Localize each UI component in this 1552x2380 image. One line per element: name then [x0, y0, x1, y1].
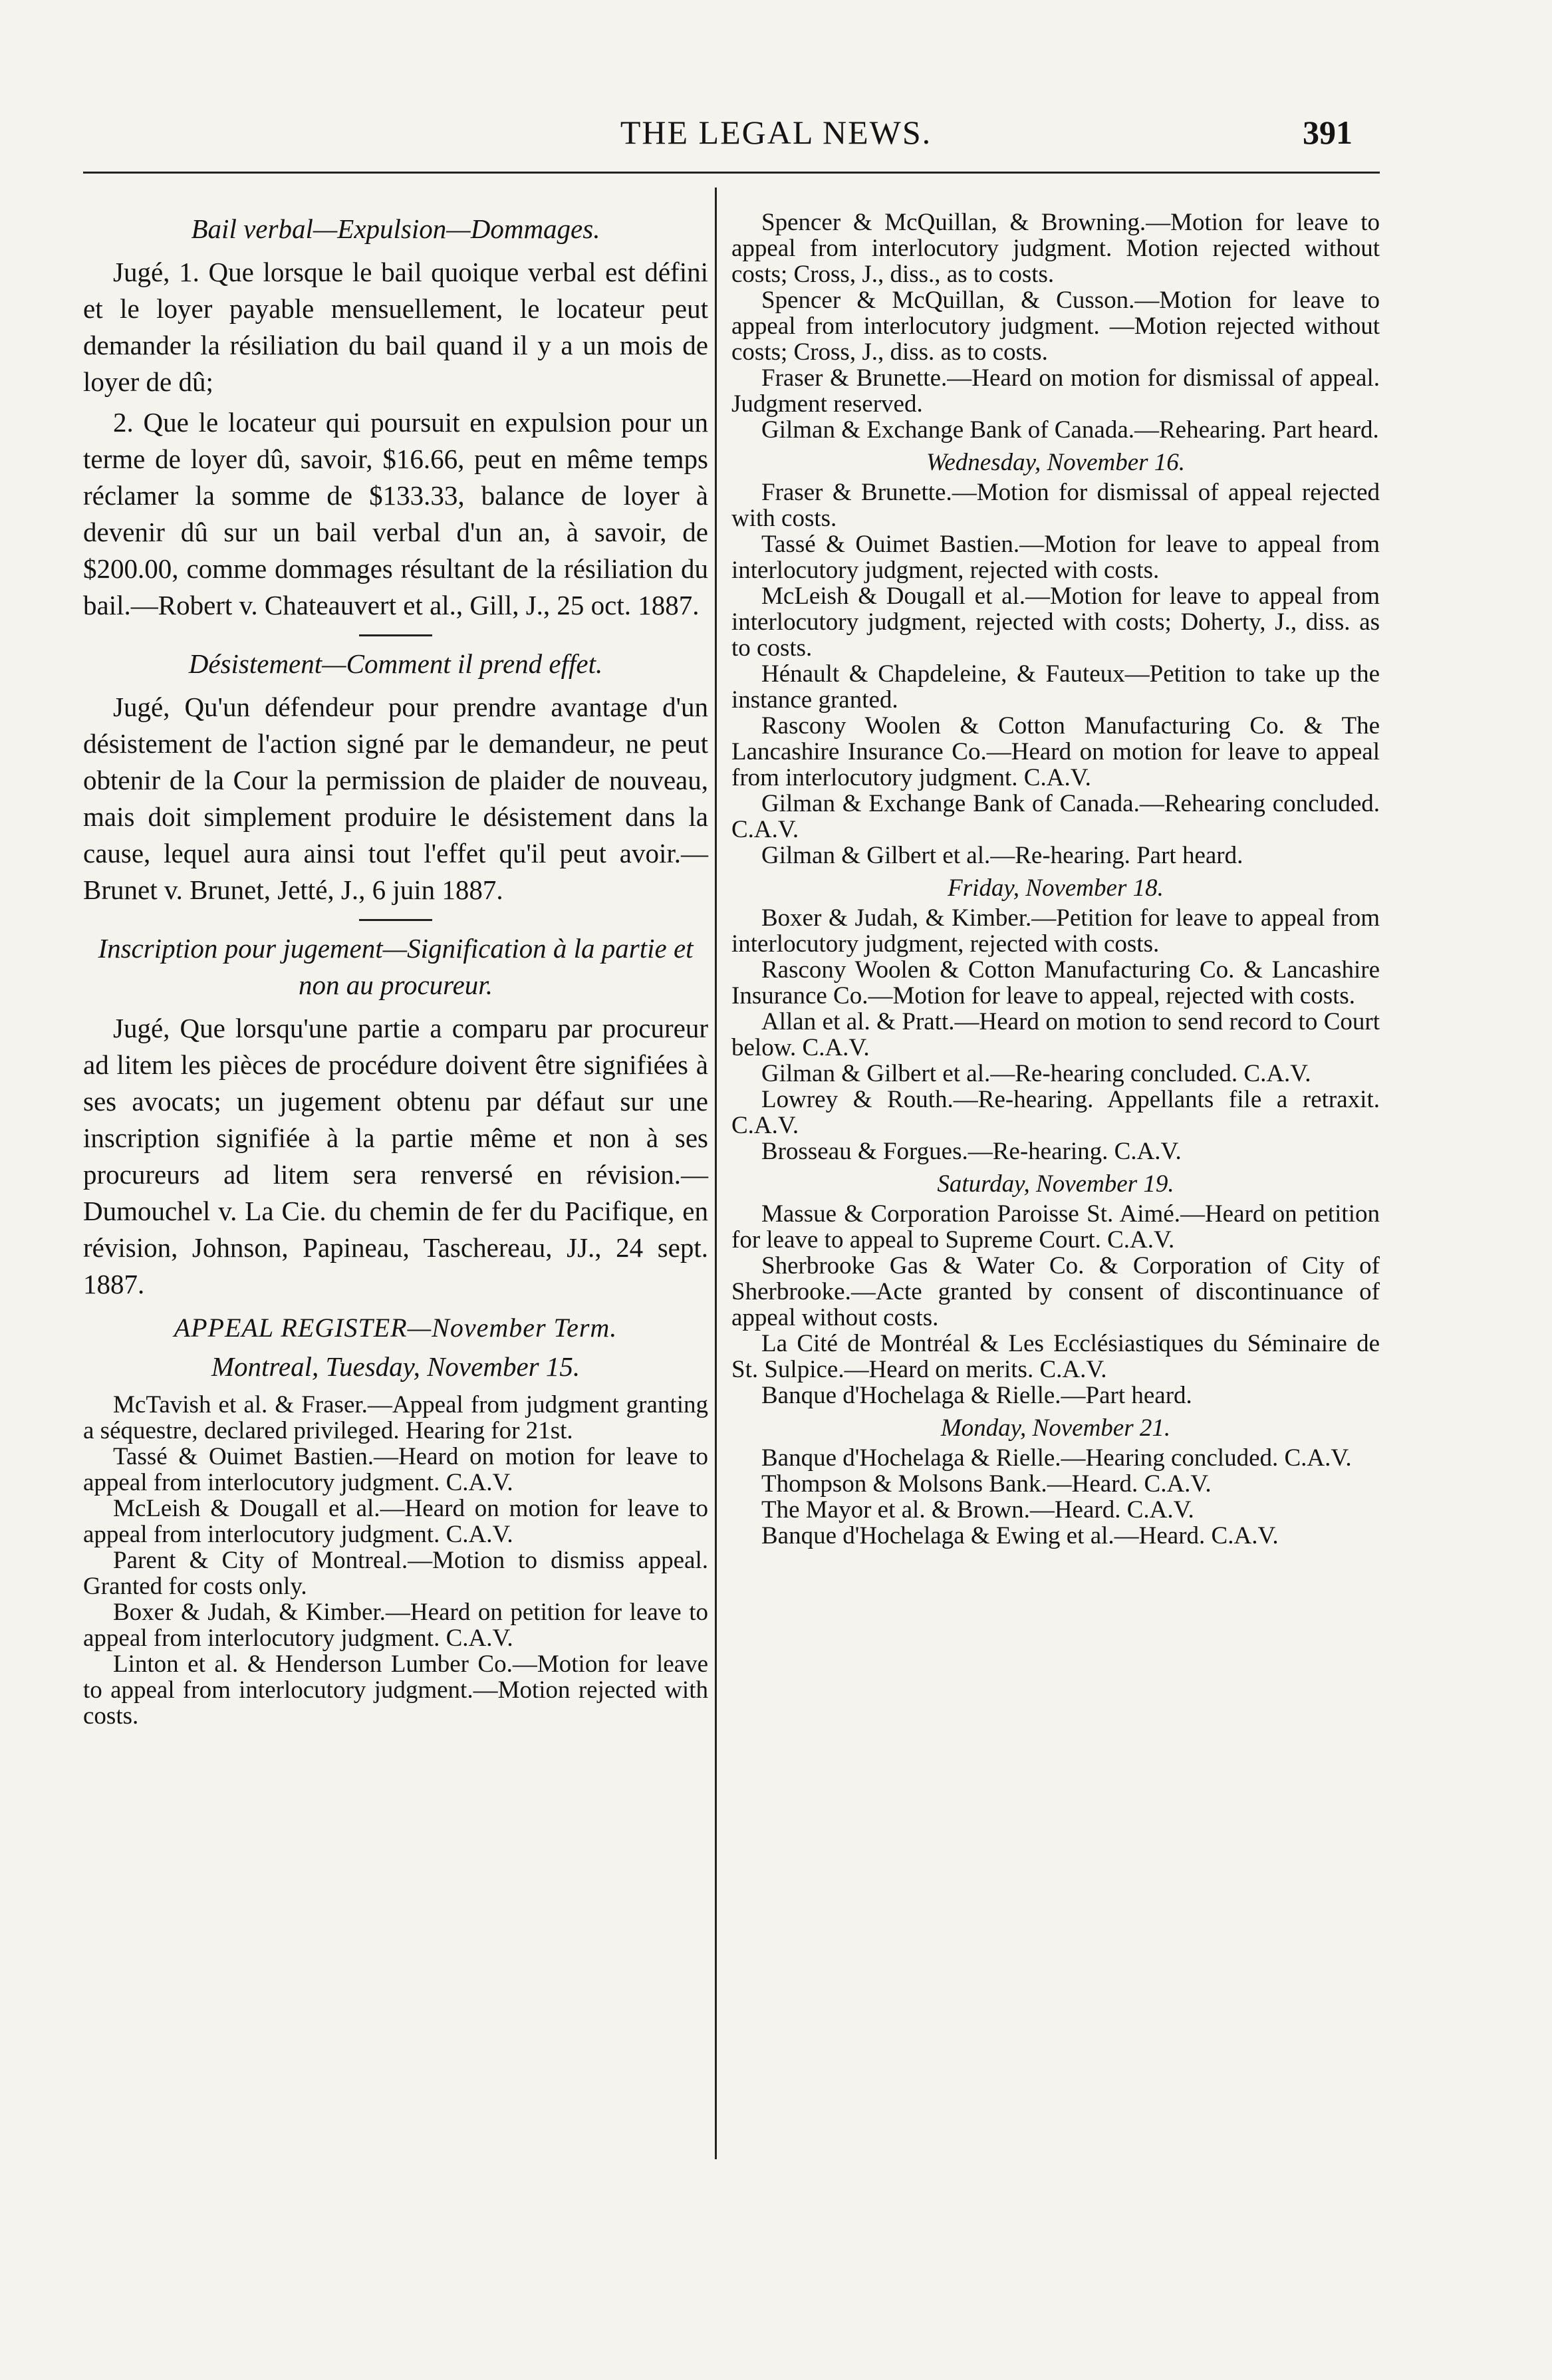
paragraph: Jugé, Qu'un défendeur pour prendre avantage d'un désistement de l'action signé par le demandeur, ne peut obtenir de la Cour la permission de plaider de nouveau, mais doit simplement produire le désistement dans la cause, lequel aura ainsi tout l'effet qu'il peut avoir.—Brunet v. Brunet, Jetté, J., 6 juin 1887. — [83, 692, 708, 905]
register-entry: Allan et al. & Pratt.—Heard on motion to send record to Court below. C.A.V. — [731, 1008, 1380, 1061]
section-heading-inscription: Inscription pour jugement—Signification à la partie et non au procureur. — [98, 933, 694, 1000]
register-entry: Fraser & Brunette.—Heard on motion for dismissal of appeal. Judgment reserved. — [731, 364, 1380, 418]
date-heading: Monday, November 21. — [940, 1414, 1171, 1442]
register-entry: Banque d'Hochelaga & Rielle.—Hearing concluded. C.A.V. — [761, 1444, 1352, 1472]
register-entry: McTavish et al. & Fraser.—Appeal from judgment granting a séquestre, declared privileged. Hearing for 21st. — [83, 1391, 708, 1444]
register-entry: Lowrey & Routh.—Re-hearing. Appellants file a retraxit. C.A.V. — [731, 1086, 1380, 1139]
section-rule — [359, 919, 432, 921]
register-entry: Sherbrooke Gas & Water Co. & Corporation of City of Sherbrooke.—Acte granted by consent of discontinuance of appeal without costs. — [731, 1252, 1380, 1331]
register-entry: McLeish & Dougall et al.—Heard on motion for leave to appeal from interlocutory judgment. C.A.V. — [83, 1495, 708, 1548]
page-header — [0, 110, 1552, 156]
register-entry: Tassé & Ouimet Bastien.—Motion for leave to appeal from interlocutory judgment, rejected with costs. — [731, 531, 1380, 584]
section-heading-desistement: Désistement—Comment il prend effet. — [188, 648, 603, 679]
date-heading: Wednesday, November 16. — [926, 449, 1186, 476]
appeal-register-title: APPEAL REGISTER—November Term. — [174, 1313, 618, 1343]
register-entry: Gilman & Gilbert et al.—Re-hearing. Part heard. — [761, 842, 1243, 869]
register-entry: Rascony Woolen & Cotton Manufacturing Co. & The Lancashire Insurance Co.—Heard on motion for leave to appeal from interlocutory judgment. C.A.V. — [731, 712, 1380, 791]
register-entry: Rascony Woolen & Cotton Manufacturing Co. & Lancashire Insurance Co.—Motion for leave to appeal, rejected with costs. — [731, 956, 1380, 1009]
register-entry: La Cité de Montréal & Les Ecclésiastiques du Séminaire de St. Sulpice.—Heard on merits. C.A.V. — [731, 1330, 1380, 1383]
header-rule — [83, 172, 1380, 174]
register-entry: Boxer & Judah, & Kimber.—Petition for leave to appeal from interlocutory judgment, rejected with costs. — [731, 904, 1380, 958]
register-entry: Brosseau & Forgues.—Re-hearing. C.A.V. — [761, 1138, 1182, 1165]
register-entry: Linton et al. & Henderson Lumber Co.—Motion for leave to appeal from interlocutory judgment.—Motion rejected with costs. — [83, 1651, 708, 1730]
paragraph: 2. Que le locateur qui poursuit en expulsion pour un terme de loyer dû, savoir, $16.66, peut en même temps réclamer la somme de $133.33, balance de loyer à devenir dû sur un bail verbal d'un an, à savoir, de $200.00, comme dommages résultant de la résiliation du bail.—Robert v. Chateauvert et al., Gill, J., 25 oct. 1887. — [83, 407, 708, 620]
register-entry: Boxer & Judah, & Kimber.—Heard on petition for leave to appeal from interlocutory judgment. C.A.V. — [83, 1599, 708, 1652]
date-heading: Montreal, Tuesday, November 15. — [211, 1351, 581, 1382]
section-heading-bail: Bail verbal—Expulsion—Dommages. — [191, 213, 600, 244]
register-entry: Tassé & Ouimet Bastien.—Heard on motion for leave to appeal from interlocutory judgment. C.A.V. — [83, 1443, 708, 1496]
register-entry: Spencer & McQuillan, & Browning.—Motion for leave to appeal from interlocutory judgment. Motion rejected without costs; Cross, J., diss., as to costs. — [731, 209, 1380, 288]
register-entry: Thompson & Molsons Bank.—Heard. C.A.V. — [761, 1470, 1212, 1498]
page-number: 391 — [1303, 114, 1353, 151]
register-entry: Hénault & Chapdeleine, & Fauteux—Petition to take up the instance granted. — [731, 660, 1380, 714]
register-entry: Spencer & McQuillan, & Cusson.—Motion for leave to appeal from interlocutory judgment. —Motion rejected without costs; Cross, J., diss. as to costs. — [731, 287, 1380, 366]
register-entry: Gilman & Exchange Bank of Canada.—Rehearing concluded. C.A.V. — [731, 790, 1380, 843]
register-entry: Banque d'Hochelaga & Ewing et al.—Heard. C.A.V. — [761, 1522, 1279, 1549]
date-heading: Friday, November 18. — [948, 874, 1164, 902]
column-divider — [715, 188, 717, 2159]
register-entry: Massue & Corporation Paroisse St. Aimé.—Heard on petition for leave to appeal to Supreme Court. C.A.V. — [731, 1200, 1380, 1254]
register-entry: Gilman & Exchange Bank of Canada.—Rehearing. Part heard. — [761, 416, 1379, 444]
register-entry: Fraser & Brunette.—Motion for dismissal of appeal rejected with costs. — [731, 479, 1380, 532]
section-rule — [359, 634, 432, 636]
date-heading: Saturday, November 19. — [937, 1170, 1174, 1198]
journal-title: THE LEGAL NEWS. — [620, 114, 932, 151]
register-entry: Gilman & Gilbert et al.—Re-hearing concluded. C.A.V. — [761, 1060, 1311, 1087]
register-entry: Parent & City of Montreal.—Motion to dismiss appeal. Granted for costs only. — [83, 1547, 708, 1600]
register-entry: McLeish & Dougall et al.—Motion for leave to appeal from interlocutory judgment, rejected with costs; Doherty, J., diss. as to costs. — [731, 583, 1380, 662]
paragraph: Jugé, 1. Que lorsque le bail quoique verbal est défini et le loyer payable mensuellement, le locateur peut demander la résiliation du bail quand il y a un mois de loyer de dû; — [83, 257, 708, 397]
left-column — [83, 209, 708, 1729]
register-entry: Banque d'Hochelaga & Rielle.—Part heard. — [761, 1382, 1192, 1409]
register-entry: The Mayor et al. & Brown.—Heard. C.A.V. — [761, 1496, 1194, 1523]
right-column — [731, 209, 1380, 1549]
paragraph: Jugé, Que lorsqu'une partie a comparu par procureur ad litem les pièces de procédure doivent être signifiées à ses avocats; un jugement obtenu par défaut sur une inscription signifiée à la partie même et non à ses procureurs ad litem sera renversé en révision.—Dumouchel v. La Cie. du chemin de fer du Pacifique, en révision, Johnson, Papineau, Taschereau, JJ., 24 sept. 1887. — [83, 1013, 708, 1299]
